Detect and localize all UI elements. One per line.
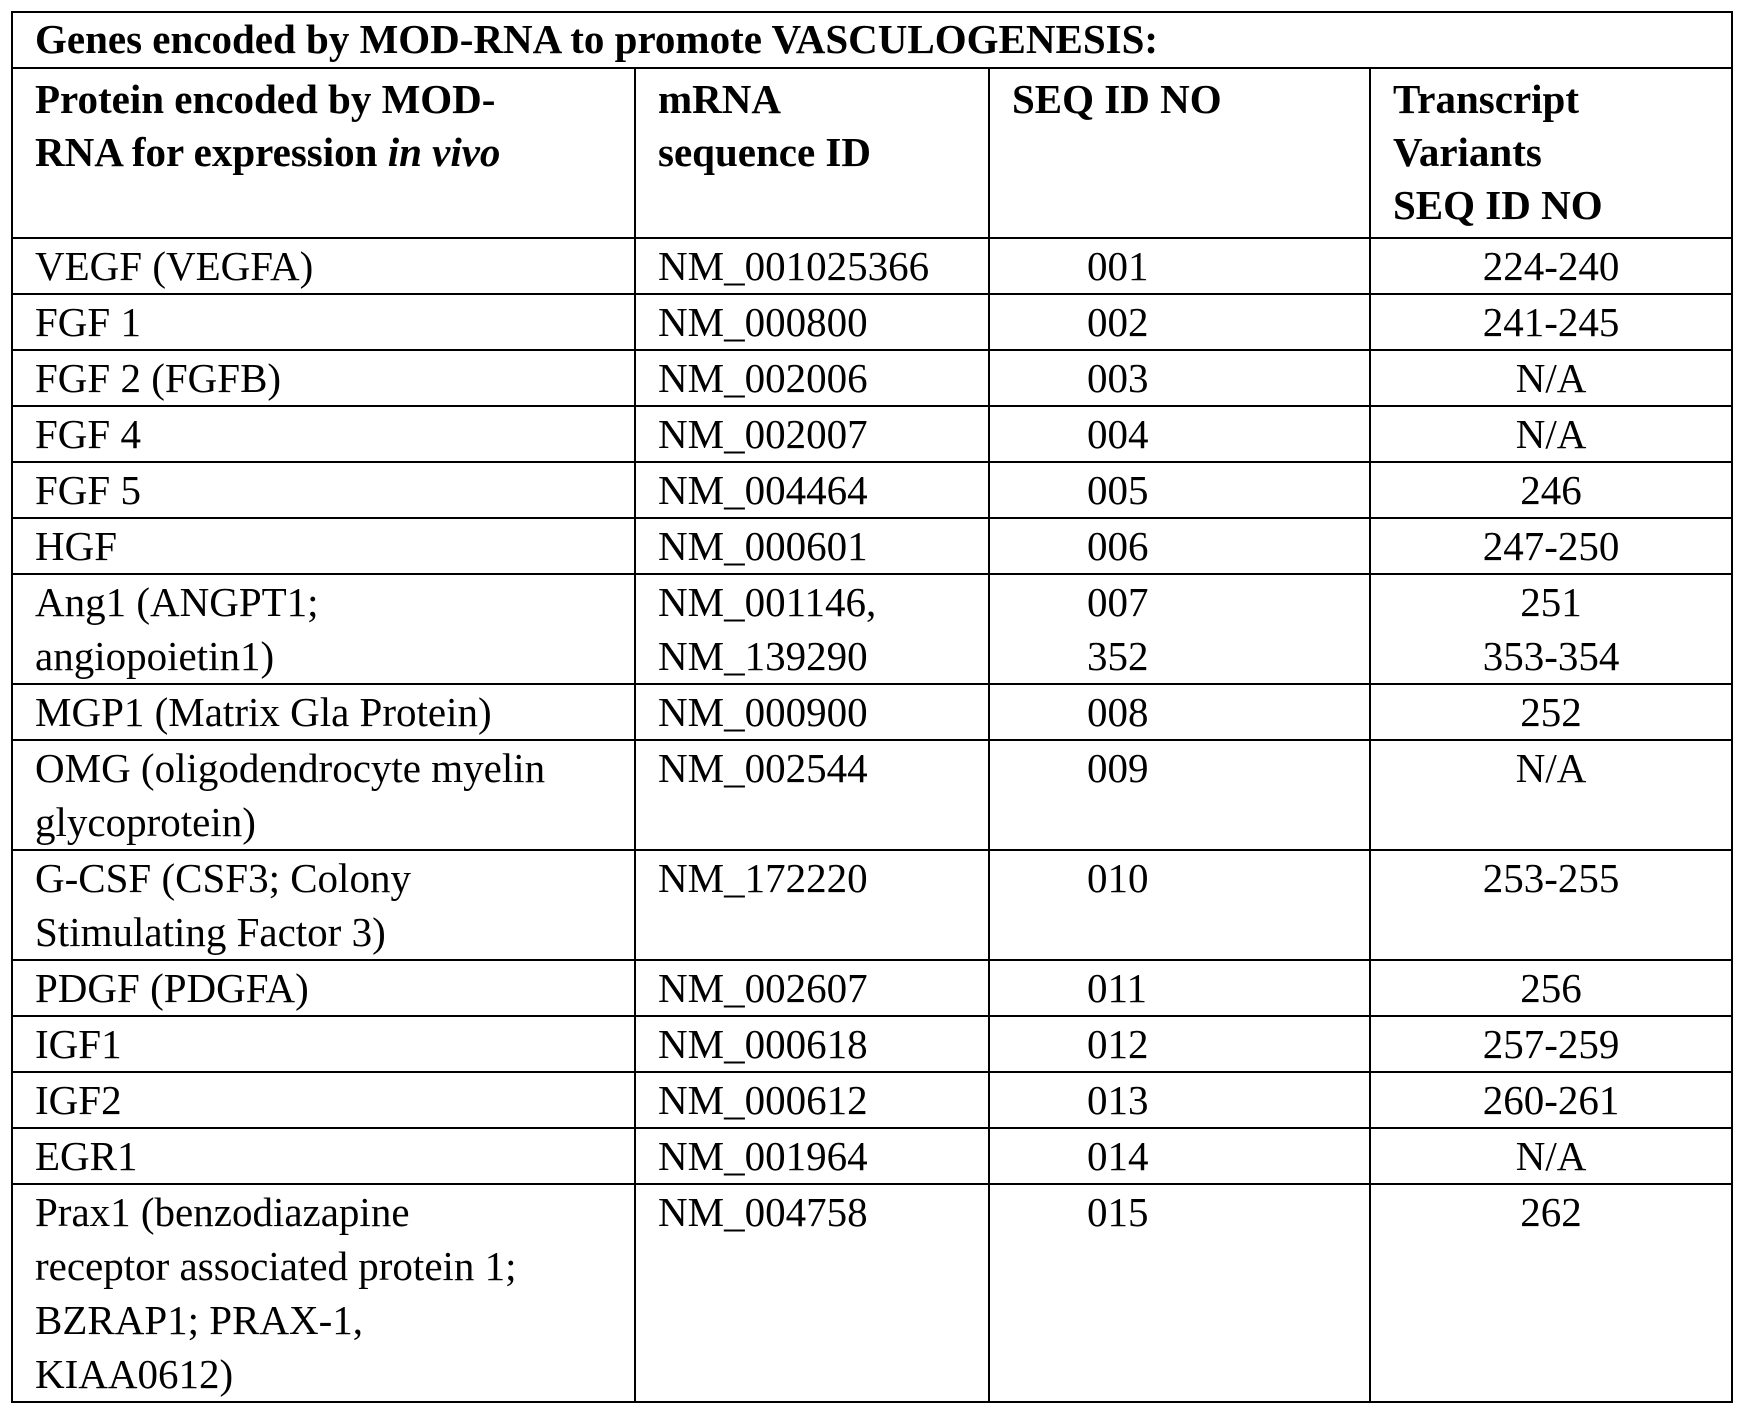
header-tv-line: SEQ ID NO [1393, 179, 1731, 232]
mrna-cell [635, 740, 989, 850]
genes-table [11, 11, 1733, 1403]
mrna-cell-line: NM_004464 [658, 463, 988, 517]
transcript-variants-cell-line: 260-261 [1371, 1073, 1731, 1127]
protein-cell [12, 574, 635, 684]
mrna-cell [635, 1016, 989, 1072]
seq-id-cell-line: 015 [1087, 1185, 1369, 1239]
header-mrna [635, 68, 989, 238]
mrna-cell [635, 1072, 989, 1128]
mrna-cell [635, 462, 989, 518]
seq-id-cell [989, 462, 1370, 518]
protein-cell [12, 850, 635, 960]
protein-cell [12, 740, 635, 850]
transcript-variants-cell [1370, 518, 1732, 574]
protein-cell [12, 406, 635, 462]
seq-id-cell [989, 294, 1370, 350]
mrna-cell-line: NM_004758 [658, 1185, 988, 1239]
seq-id-cell [989, 684, 1370, 740]
header-tv-line: Transcript [1393, 73, 1731, 126]
table-row [12, 1072, 1732, 1128]
seq-id-cell-line: 010 [1087, 851, 1369, 905]
transcript-variants-cell-line: N/A [1371, 351, 1731, 405]
seq-id-cell-line: 004 [1087, 407, 1369, 461]
transcript-variants-cell-line: 224-240 [1371, 239, 1731, 293]
protein-cell [12, 294, 635, 350]
mrna-cell-line: NM_000900 [658, 685, 988, 739]
mrna-cell-line: NM_002007 [658, 407, 988, 461]
seq-id-cell [989, 960, 1370, 1016]
transcript-variants-cell [1370, 684, 1732, 740]
mrna-cell [635, 406, 989, 462]
header-seq: SEQ ID NO [989, 68, 1370, 238]
table-row [12, 574, 1732, 684]
transcript-variants-cell-line: N/A [1371, 407, 1731, 461]
protein-cell-line: EGR1 [35, 1129, 634, 1183]
table-row [12, 960, 1732, 1016]
transcript-variants-cell [1370, 1072, 1732, 1128]
protein-cell [12, 960, 635, 1016]
seq-id-cell-line: 352 [1087, 629, 1369, 683]
protein-cell-line: Ang1 (ANGPT1; [35, 575, 634, 629]
table-row [12, 406, 1732, 462]
protein-cell-line: HGF [35, 519, 634, 573]
seq-id-cell [989, 1072, 1370, 1128]
protein-cell-line: PDGF (PDGFA) [35, 961, 634, 1015]
seq-id-cell [989, 850, 1370, 960]
mrna-cell [635, 238, 989, 294]
table-title-row [12, 12, 1732, 68]
seq-id-cell-line: 013 [1087, 1073, 1369, 1127]
protein-cell [12, 1072, 635, 1128]
transcript-variants-cell [1370, 406, 1732, 462]
table-row [12, 350, 1732, 406]
protein-cell-line: FGF 2 (FGFB) [35, 351, 634, 405]
protein-cell-line: OMG (oligodendrocyte myelin [35, 741, 634, 795]
table-row [12, 1128, 1732, 1184]
protein-cell [12, 518, 635, 574]
transcript-variants-cell [1370, 238, 1732, 294]
transcript-variants-cell-line: 262 [1371, 1185, 1731, 1239]
protein-cell-line: receptor associated protein 1; [35, 1239, 634, 1293]
protein-cell-line: G-CSF (CSF3; Colony [35, 851, 634, 905]
transcript-variants-cell [1370, 960, 1732, 1016]
header-protein-line: RNA for expression [35, 129, 388, 175]
transcript-variants-cell-line: 251 [1371, 575, 1731, 629]
protein-cell-line: IGF2 [35, 1073, 634, 1127]
protein-cell-line: IGF1 [35, 1017, 634, 1071]
transcript-variants-cell-line: 241-245 [1371, 295, 1731, 349]
seq-id-cell-line: 006 [1087, 519, 1369, 573]
mrna-cell-line: NM_000601 [658, 519, 988, 573]
header-tv-line: Variants [1393, 126, 1731, 179]
seq-id-cell-line: 005 [1087, 463, 1369, 517]
seq-id-cell [989, 1016, 1370, 1072]
table-row [12, 1016, 1732, 1072]
protein-cell-line: BZRAP1; PRAX-1, [35, 1293, 634, 1347]
mrna-cell-line: NM_139290 [658, 629, 988, 683]
mrna-cell [635, 518, 989, 574]
seq-id-cell-line: 009 [1087, 741, 1369, 795]
seq-id-cell-line: 008 [1087, 685, 1369, 739]
header-mrna-line: sequence ID [658, 126, 988, 179]
mrna-cell-line: NM_001964 [658, 1129, 988, 1183]
protein-cell-line: FGF 1 [35, 295, 634, 349]
transcript-variants-cell [1370, 740, 1732, 850]
protein-cell-line: Stimulating Factor 3) [35, 905, 634, 959]
seq-id-cell [989, 518, 1370, 574]
transcript-variants-cell-line: 246 [1371, 463, 1731, 517]
seq-id-cell [989, 1128, 1370, 1184]
transcript-variants-cell-line: N/A [1371, 1129, 1731, 1183]
header-mrna-line: mRNA [658, 73, 988, 126]
protein-cell-line: FGF 5 [35, 463, 634, 517]
seq-id-cell [989, 238, 1370, 294]
transcript-variants-cell-line: 247-250 [1371, 519, 1731, 573]
header-transcript-variants [1370, 68, 1732, 238]
protein-cell-line: glycoprotein) [35, 795, 634, 849]
seq-id-cell-line: 003 [1087, 351, 1369, 405]
protein-cell [12, 1184, 635, 1402]
protein-cell-line: VEGF (VEGFA) [35, 239, 634, 293]
table-title: Genes encoded by MOD-RNA to promote VASCULOGENESIS: [12, 12, 1732, 68]
table-row [12, 462, 1732, 518]
mrna-cell [635, 1184, 989, 1402]
protein-cell-line: MGP1 (Matrix Gla Protein) [35, 685, 634, 739]
seq-id-cell-line: 001 [1087, 239, 1369, 293]
seq-id-cell [989, 740, 1370, 850]
mrna-cell-line: NM_002544 [658, 741, 988, 795]
transcript-variants-cell-line: 353-354 [1371, 629, 1731, 683]
mrna-cell [635, 574, 989, 684]
mrna-cell-line: NM_172220 [658, 851, 988, 905]
protein-cell [12, 350, 635, 406]
seq-id-cell [989, 1184, 1370, 1402]
mrna-cell-line: NM_001025366 [658, 239, 988, 293]
protein-cell-line: FGF 4 [35, 407, 634, 461]
mrna-cell-line: NM_002006 [658, 351, 988, 405]
seq-id-cell [989, 350, 1370, 406]
seq-id-cell-line: 012 [1087, 1017, 1369, 1071]
mrna-cell-line: NM_001146, [658, 575, 988, 629]
protein-cell [12, 238, 635, 294]
mrna-cell-line: NM_002607 [658, 961, 988, 1015]
mrna-cell [635, 960, 989, 1016]
protein-cell [12, 462, 635, 518]
mrna-cell [635, 850, 989, 960]
table-row [12, 294, 1732, 350]
header-row [12, 68, 1732, 238]
protein-cell [12, 1128, 635, 1184]
table-row [12, 740, 1732, 850]
table-row [12, 684, 1732, 740]
transcript-variants-cell-line: 257-259 [1371, 1017, 1731, 1071]
transcript-variants-cell [1370, 462, 1732, 518]
transcript-variants-cell-line: 253-255 [1371, 851, 1731, 905]
table-row [12, 850, 1732, 960]
seq-id-cell-line: 007 [1087, 575, 1369, 629]
transcript-variants-cell [1370, 294, 1732, 350]
table-row [12, 518, 1732, 574]
table-row [12, 238, 1732, 294]
header-protein [12, 68, 635, 238]
header-in-vivo: in vivo [388, 129, 501, 175]
protein-cell-line: angiopoietin1) [35, 629, 634, 683]
transcript-variants-cell [1370, 350, 1732, 406]
transcript-variants-cell [1370, 1128, 1732, 1184]
seq-id-cell [989, 406, 1370, 462]
header-protein-line: Protein encoded by MOD- [35, 73, 634, 126]
transcript-variants-cell-line: 256 [1371, 961, 1731, 1015]
protein-cell-line: KIAA0612) [35, 1347, 634, 1401]
seq-id-cell-line: 011 [1087, 961, 1369, 1015]
transcript-variants-cell-line: N/A [1371, 741, 1731, 795]
transcript-variants-cell [1370, 1184, 1732, 1402]
seq-id-cell-line: 014 [1087, 1129, 1369, 1183]
mrna-cell-line: NM_000800 [658, 295, 988, 349]
mrna-cell-line: NM_000612 [658, 1073, 988, 1127]
transcript-variants-cell [1370, 574, 1732, 684]
mrna-cell [635, 294, 989, 350]
protein-cell [12, 1016, 635, 1072]
transcript-variants-cell-line: 252 [1371, 685, 1731, 739]
table-row [12, 1184, 1732, 1402]
mrna-cell [635, 350, 989, 406]
protein-cell-line: Prax1 (benzodiazapine [35, 1185, 634, 1239]
transcript-variants-cell [1370, 850, 1732, 960]
mrna-cell [635, 1128, 989, 1184]
transcript-variants-cell [1370, 1016, 1732, 1072]
mrna-cell [635, 684, 989, 740]
protein-cell [12, 684, 635, 740]
seq-id-cell-line: 002 [1087, 295, 1369, 349]
mrna-cell-line: NM_000618 [658, 1017, 988, 1071]
seq-id-cell [989, 574, 1370, 684]
